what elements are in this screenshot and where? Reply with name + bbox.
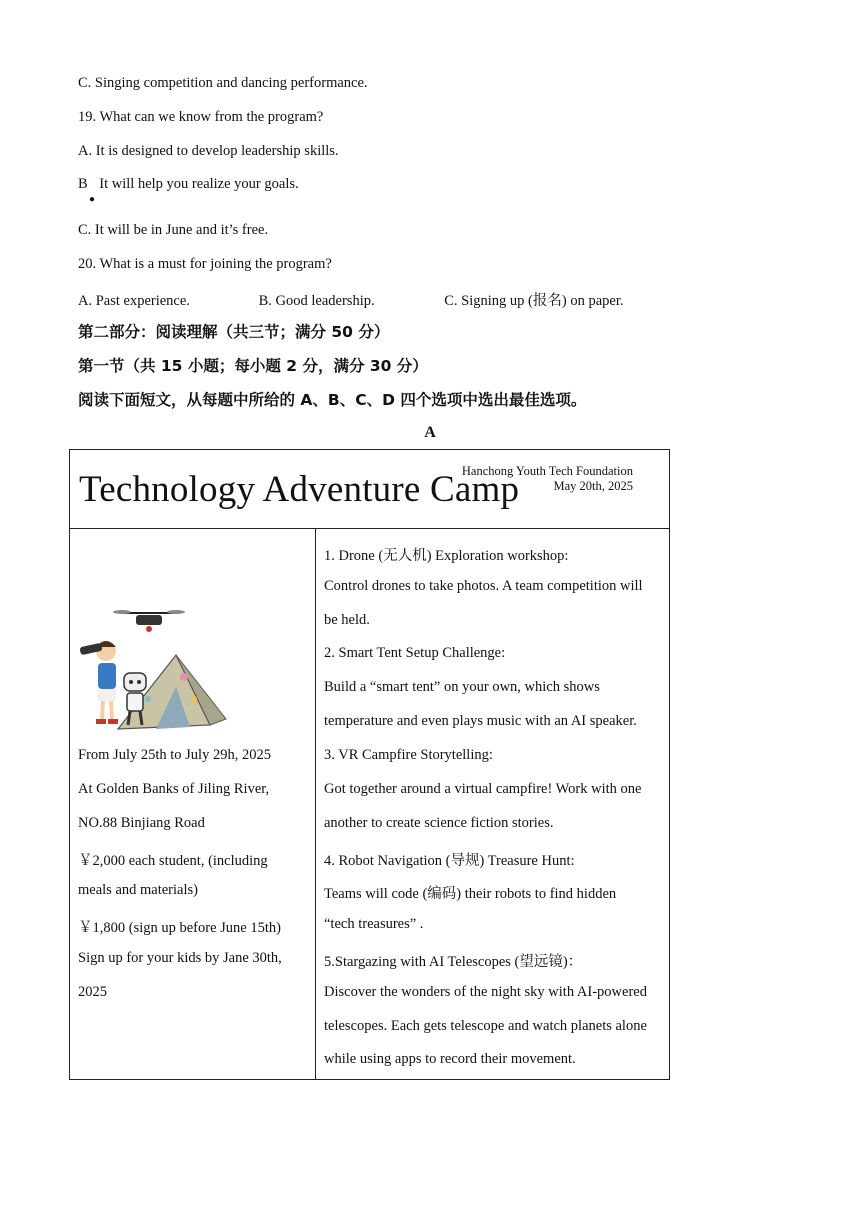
option-19-b [78, 176, 299, 193]
ad-right-line-10: 4. Robot Navigation (导规) Treasure Hunt: [324, 853, 575, 869]
option-c-18: C. Singing competition and dancing performance. [78, 75, 368, 91]
option-19-b-text: It will help you realize your goals. [99, 176, 299, 192]
ad-left-line-2: At Golden Banks of Jiling River, [78, 781, 270, 797]
ad-org-name: Hanchong Youth Tech Foundation [461, 464, 633, 478]
ad-title: Technology Adventure Camp [79, 469, 520, 510]
ad-right-line-7: 3. VR Campfire Storytelling: [324, 747, 493, 763]
option-20-c: C. Signing up (报名) on paper. [444, 293, 624, 309]
ad-right-line-11: Teams will code (编码) their robots to find hidden [324, 886, 617, 902]
ad-left-column [70, 529, 316, 1079]
ad-right-line-15: telescopes. Each gets telescope and watch planets alone [324, 1018, 647, 1034]
tent-icon [118, 655, 226, 729]
instruction-heading: 阅读下面短文，从每题中所给的 A、B、C、D 四个选项中选出最佳选项。 [78, 391, 587, 409]
ad-left-line-1: From July 25th to July 29h, 2025 [78, 747, 271, 763]
ad-right-line-2: Control drones to take photos. A team competition will [324, 578, 643, 594]
question-20: 20. What is a must for joining the program? [78, 256, 332, 272]
section1-heading: 第一节（共 15 小题；每小题 2 分，满分 30 分） [78, 357, 428, 375]
option-20-b: B. Good leadership. [258, 293, 375, 309]
part2-heading: 第二部分：阅读理解（共三节；满分 50 分） [78, 323, 390, 341]
ad-right-column [316, 529, 669, 1079]
ad-left-line-6: ￥1,800 (sign up before June 15th) [78, 920, 281, 936]
ad-right-line-8: Got together around a virtual campfire! Work with one [324, 781, 642, 797]
camp-illustration [78, 607, 228, 737]
ad-right-line-12: “tech treasures” . [324, 916, 424, 932]
ad-left-line-5: meals and materials) [78, 882, 198, 898]
passage-letter: A [424, 424, 436, 441]
ad-org [462, 464, 633, 494]
ad-right-line-13: 5.Stargazing with AI Telescopes (望远镜)： [324, 954, 583, 970]
ad-right-line-5: Build a “smart tent” on your own, which shows [324, 679, 600, 695]
ad-right-line-14: Discover the wonders of the night sky with AI-powered [324, 984, 647, 1000]
ad-right-line-6: temperature and even plays music with an AI speaker. [324, 713, 637, 729]
ad-date: May 20th, 2025 [553, 479, 633, 493]
ad-left-line-7: Sign up for your kids by Jane 30th, [78, 950, 282, 966]
option-19-a: A. It is designed to develop leadership skills. [78, 143, 339, 159]
ad-right-line-3: be held. [324, 612, 370, 628]
ad-right-line-1: 1. Drone (无人机) Exploration workshop: [324, 548, 569, 564]
options-20 [78, 289, 623, 310]
option-19-c: C. It will be in June and it’s free. [78, 222, 269, 238]
ad-right-line-4: 2. Smart Tent Setup Challenge: [324, 645, 506, 661]
dot-mark: ● [89, 194, 96, 205]
ad-header [70, 450, 669, 529]
option-20-a: A. Past experience. [78, 293, 190, 309]
ad-right-line-9: another to create science fiction stories. [324, 815, 554, 831]
question-19: 19. What can we know from the program? [78, 109, 324, 125]
boy-icon [79, 641, 118, 724]
camp-ad [69, 449, 670, 1080]
ad-left-line-3: NO.88 Binjiang Road [78, 815, 205, 831]
ad-left-line-8: 2025 [78, 984, 107, 1000]
drone-icon [113, 610, 185, 632]
ad-right-line-16: while using apps to record their movement. [324, 1051, 576, 1067]
ad-left-line-4: ￥2,000 each student, (including [78, 853, 268, 869]
option-19-b-letter: B [78, 176, 88, 192]
